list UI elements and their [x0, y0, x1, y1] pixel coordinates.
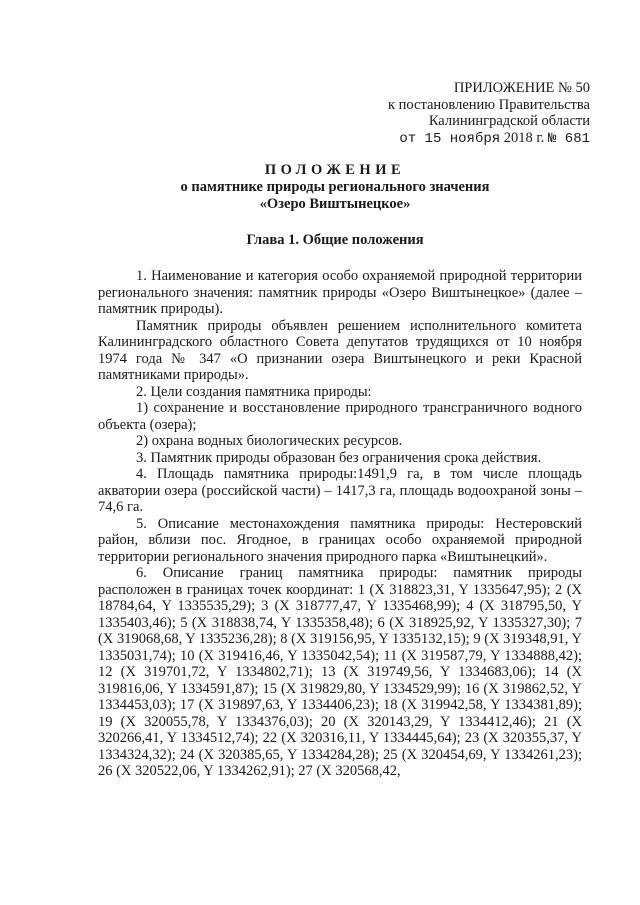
appendix-number: ПРИЛОЖЕНИЕ № 50	[453, 80, 590, 96]
paragraph: 3. Памятник природы образован без ограничения срока действия.	[136, 449, 542, 466]
appendix-region: Калининградской области	[428, 113, 590, 129]
paragraph: 2) охрана водных биологических ресурсов.	[136, 433, 403, 449]
decree-date-line	[340, 130, 590, 148]
appendix-header	[340, 80, 590, 147]
decree-date: от 15 ноября	[399, 130, 501, 147]
title-subject: о памятнике природы регионального значения	[180, 179, 490, 195]
paragraph: 5. Описание местонахождения памятника природы: Нестеровский район, вблизи пос. Ягодное, в границах особо охраняемой природной территории регионального значения природного парка «Виштынецкий».	[98, 515, 582, 565]
title-name: «Озеро Виштынецкое»	[259, 196, 411, 212]
paragraph: 2. Цели создания памятника природы:	[136, 383, 372, 400]
decree-year: 2018 г.	[503, 129, 545, 146]
paragraph: Памятник природы объявлен решением исполнительного комитета Калининградского областного Совета депутатов трудящихся от 10 ноября 1974 года № 347 «О признании озера Виштынецкого и реки Красной памятниками природы».	[98, 317, 582, 383]
chapter-heading: Глава 1. Общие положения	[246, 232, 424, 248]
paragraph: 4. Площадь памятника природы:1491,9 га, в том числе площадь акватории озера (российской части) – 1417,3 га, площадь водоохраной зоны – 74,6 га.	[98, 466, 582, 515]
appendix-decree-ref: к постановлению Правительства	[388, 96, 590, 113]
document-body	[98, 268, 582, 780]
title-word: ПОЛОЖЕНИЕ	[264, 162, 406, 178]
document-title	[90, 162, 580, 213]
paragraph: 1) сохранение и восстановление природного трансграничного водного объекта (озера);	[98, 400, 582, 433]
paragraph: 6. Описание границ памятника природы: памятник природы расположен в границах точек координат: 1 (X 318823,31, Y 1335647,95); 2 (X 18784,64, Y 1335535,29); 3 (X 318777,47, Y 1335468,99); 4 (X 318795,50, Y 1335403,46); 5 (X 318838,74, Y 1335358,48); 6 (X 318925,92, Y 1335327,30); 7 (X 319068,68, Y 1335236,28); 8 (X 319156,95, Y 1335132,15); 9 (X 319348,91, Y 1335031,74); 10 (X 319416,46, Y 1335042,54); 11 (X 319587,79, Y 1334888,42); 12 (X 319701,72, Y 1334802,71); 13 (X 319749,56, Y 1334683,06); 14 (X 319816,06, Y 1334591,87); 15 (X 319829,80, Y 1334529,99); 16 (X 319862,52, Y 1334453,03); 17 (X 319897,63, Y 1334406,23); 18 (X 319942,58, Y 1334381,89); 19 (X 320055,78, Y 1334376,03); 20 (X 320143,29, Y 1334412,46); 21 (X 320266,41, Y 1334512,74); 22 (X 320316,11, Y 1334445,64); 23 (X 320355,37, Y 1334324,32); 24 (X 320385,65, Y 1334284,28); 25 (X 320454,69, Y 1334261,23); 26 (X 320522,06, Y 1334262,91); 27 (X 320568,42,	[98, 565, 582, 779]
paragraph: 1. Наименование и категория особо охраняемой природной территории регионального значения: памятник природы «Озеро Виштынецкое» (далее – памятник природы).	[98, 268, 582, 317]
decree-number: № 681	[547, 130, 590, 147]
